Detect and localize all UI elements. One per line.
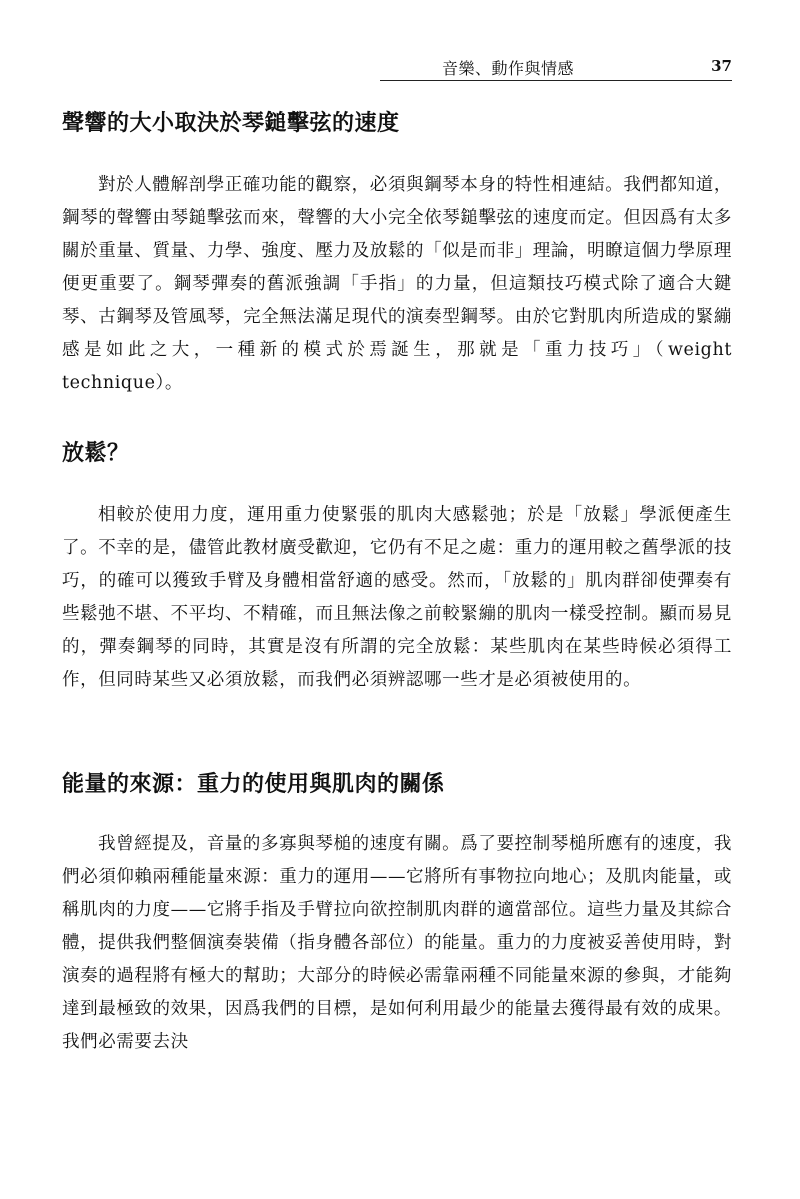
running-title: 音樂、動作與情感 <box>442 59 575 78</box>
section-energy-sources <box>62 768 732 1059</box>
running-header <box>380 56 732 81</box>
section-sound-volume <box>62 107 732 400</box>
section-paragraph: 相較於使用力度，運用重力使緊張的肌肉大感鬆弛；於是「放鬆」學派便產生了。不幸的是，儘管此教材廣受歡迎，它仍有不足之處：重力的運用較之舊學派的技巧，的確可以獲致手臂及身體相當舒適的感受。然而，「放鬆的」肌肉群卻使彈奏有些鬆弛不堪、不平均、不精確，而且無法像之前較緊繃的肌肉一樣受控制。顯而易見的，彈奏鋼琴的同時，其實是沒有所謂的完全放鬆：某些肌肉在某些時候必須得工作，但同時某些又必須放鬆，而我們必須辨認哪一些才是必須被使用的。 <box>62 505 732 690</box>
page-number: 37 <box>711 57 732 75</box>
section-paragraph: 我曾經提及，音量的多寡與琴槌的速度有關。爲了要控制琴槌所應有的速度，我們必須仰賴兩種能量來源：重力的運用——它將所有事物拉向地心；及肌肉能量，或稱肌肉的力度——它將手指及手臂拉向欲控制肌肉群的適當部位。這些力量及其綜合體，提供我們整個演奏裝備（指身體各部位）的能量。重力的力度被妥善使用時，對演奏的過程將有極大的幫助；大部分的時候必需靠兩種不同能量來源的參與，才能夠達到最極致的效果，因爲我們的目標，是如何利用最少的能量去獲得最有效的成果。我們必需要去決 <box>62 834 732 1052</box>
section-paragraph: 對於人體解剖學正確功能的觀察，必須與鋼琴本身的特性相連結。我們都知道，鋼琴的聲響由琴鎚擊弦而來，聲響的大小完全依琴鎚擊弦的速度而定。但因爲有太多關於重量、質量、力學、強度、壓力及放鬆的「似是而非」理論，明瞭這個力學原理便更重要了。鋼琴彈奏的舊派強調「手指」的力量，但這類技巧模式除了適合大鍵琴、古鋼琴及管風琴，完全無法滿足現代的演奏型鋼琴。由於它對肌肉所造成的緊繃感是如此之大，一種新的模式於焉誕生，那就是「重力技巧」（weight technique）。 <box>62 175 732 393</box>
section-heading: 能量的來源：重力的使用與肌肉的關係 <box>62 771 445 797</box>
section-heading: 聲響的大小取決於琴鎚擊弦的速度 <box>62 110 400 136</box>
section-heading: 放鬆？ <box>62 440 130 466</box>
section-relaxation <box>62 437 732 697</box>
